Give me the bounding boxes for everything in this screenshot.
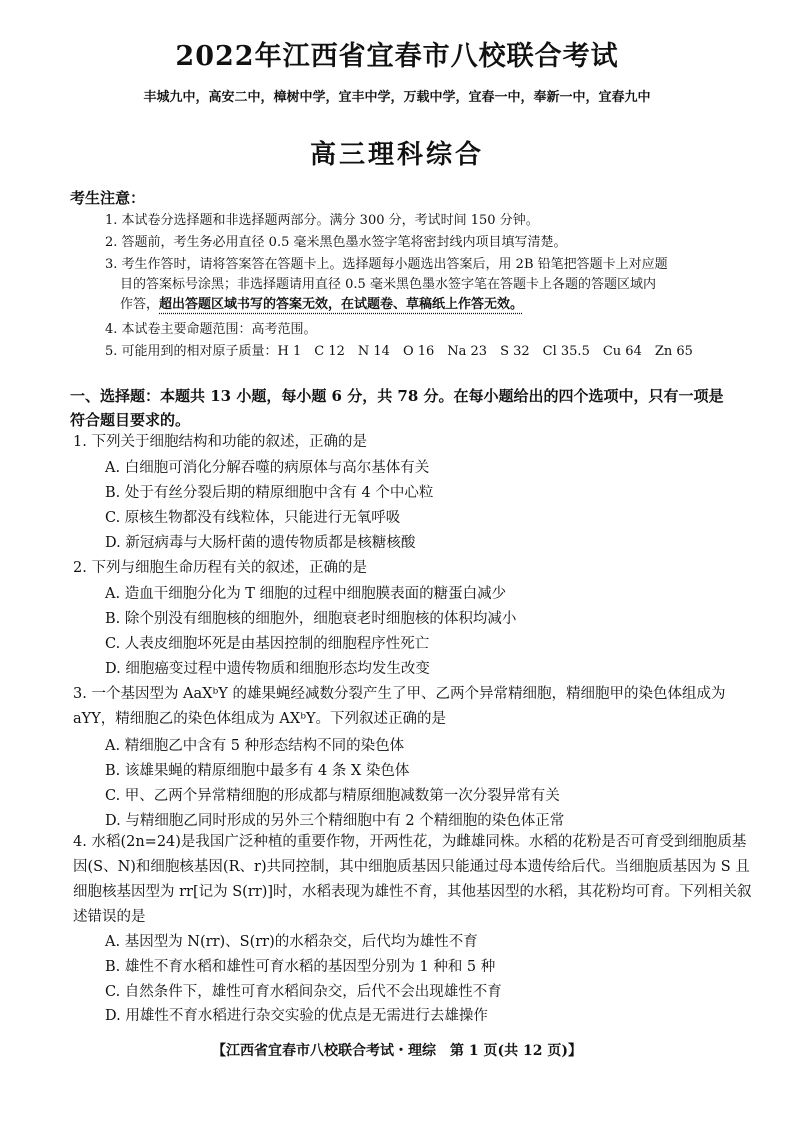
question-2-option-d: D. 细胞癌变过程中遗传物质和细胞形态均发生改变: [105, 661, 430, 677]
notice-item-3-line3: 作答，超出答题区域书写的答案无效，在试题卷、草稿纸上作答无效。: [120, 297, 524, 312]
question-1-option-c: C. 原核生物都没有线粒体，只能进行无氧呼吸: [105, 510, 401, 526]
page-footer: 【江西省宜春市八校联合考试・理综 第 1 页(共 12 页)】: [212, 1043, 582, 1059]
question-1-option-a: A. 白细胞可消化分解吞噬的病原体与高尔基体有关: [105, 460, 430, 476]
section-heading: 一、选择题：本题共 13 小题，每小题 6 分，共 78 分。在每小题给出的四个选项中，只有一项是符合题目要求的。: [70, 387, 724, 429]
question-2-stem: 2. 下列与细胞生命历程有关的叙述，正确的是: [73, 560, 367, 576]
question-3-stem: 3. 一个基因型为 AaXᵇY 的雄果蝇经减数分裂产生了甲、乙两个异常精细胞，精细胞甲的染色体组成为 aYY，精细胞乙的染色体组成为 AXᵇY。下列叙述正确的是: [73, 686, 726, 727]
notice-item-3-line2: 目的答案标号涂黑；非选择题请用直径 0.5 毫米黑色墨水签字笔在答题卡上各题的答题区域内: [120, 277, 656, 292]
question-4-option-d: D. 用雄性不育水稻进行杂交实验的优点是无需进行去雄操作: [105, 1008, 488, 1024]
notice-heading: 考生注意：: [70, 189, 146, 207]
question-4-option-b: B. 雄性不育水稻和雄性可育水稻的基因型分别为 1 种和 5 种: [105, 959, 496, 975]
notice-item-1: 1. 本试卷分选择题和非选择题两部分。满分 300 分，考试时间 150 分钟。: [105, 213, 539, 228]
question-2-option-b: B. 除个别没有细胞核的细胞外，细胞衰老时细胞核的体积均减小: [105, 611, 517, 627]
question-3-option-b: B. 该雄果蝇的精原细胞中最多有 4 条 X 染色体: [105, 763, 410, 779]
notice-item-5: 5. 可能用到的相对原子质量：H 1 C 12 N 14 O 16 Na 23 S 32 Cl 35.5 Cu 64 Zn 65: [105, 344, 693, 359]
question-2-option-c: C. 人表皮细胞坏死是由基因控制的细胞程序性死亡: [105, 636, 430, 652]
notice-item-3: [105, 255, 668, 315]
question-3-option-c: C. 甲、乙两个异常精细胞的形成都与精原细胞减数第一次分裂异常有关: [105, 788, 560, 804]
question-1-stem: 1. 下列关于细胞结构和功能的叙述，正确的是: [73, 434, 367, 450]
notice-emphasis: 超出答题区域书写的答案无效，在试题卷、草稿纸上作答无效。: [159, 297, 524, 312]
subject-title: 高三理科综合: [309, 140, 484, 170]
notice-item-4: 4. 本试卷主要命题范围：高考范围。: [105, 322, 317, 337]
question-2-option-a: A. 造血干细胞分化为 T 细胞的过程中细胞膜表面的糖蛋白减少: [105, 586, 507, 602]
notice-item-2: 2. 答题前，考生务必用直径 0.5 毫米黑色墨水签字笔将密封线内项目填写清楚。: [105, 235, 567, 250]
question-1-option-b: B. 处于有丝分裂后期的精原细胞中含有 4 个中心粒: [105, 485, 434, 501]
question-4-option-c: C. 自然条件下，雄性可育水稻间杂交，后代不会出现雄性不育: [105, 984, 502, 1000]
question-3-option-a: A. 精细胞乙中含有 5 种形态结构不同的染色体: [105, 738, 405, 754]
question-4-stem: 4. 水稻(2n=24)是我国广泛种植的重要作物，开两性花，为雌雄同株。水稻的花粉是否可育受到细胞质基因(S、N)和细胞核基因(R、r)共同控制，其中细胞质基因只能通过母本遗传给后代。当细胞质基因为 S 且细胞核基因型为 rr[记为 S(rr)]时，水稻表现为雄性不育，其他基因型的水稻，其花粉均可育。下列相关叙述错误的是: [73, 834, 752, 925]
exam-title: 2022年江西省宜春市八校联合考试: [175, 41, 619, 72]
question-3-option-d: D. 与精细胞乙同时形成的另外三个精细胞中有 2 个精细胞的染色体正常: [105, 813, 565, 829]
question-4-option-a: A. 基因型为 N(rr)、S(rr)的水稻杂交，后代均为雄性不育: [105, 934, 478, 950]
question-1-option-d: D. 新冠病毒与大肠杆菌的遗传物质都是核糖核酸: [105, 535, 416, 551]
notice-item-3-line1: 3. 考生作答时，请将答案答在答题卡上。选择题每小题选出答案后，用 2B 铅笔把答题卡上对应题: [105, 257, 668, 272]
school-list: 丰城九中，高安二中，樟树中学，宜丰中学，万载中学，宜春一中，奉新一中，宜春九中: [143, 90, 651, 105]
